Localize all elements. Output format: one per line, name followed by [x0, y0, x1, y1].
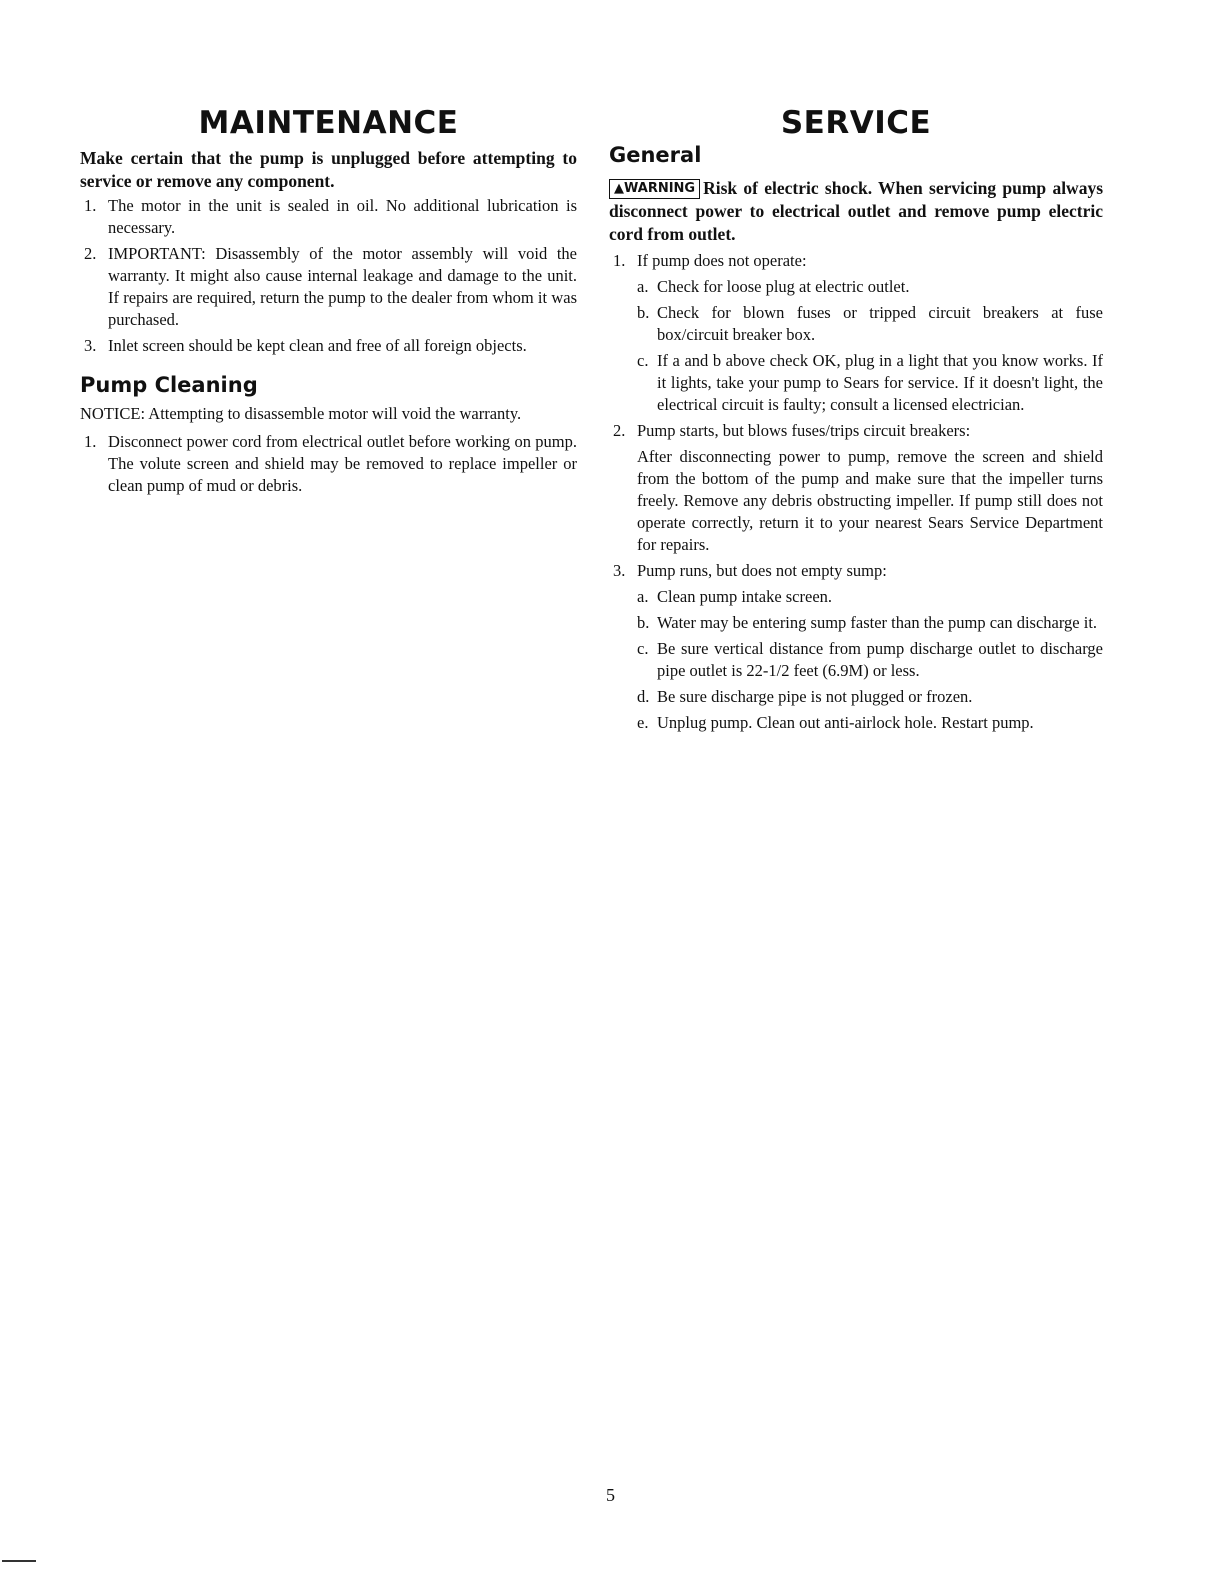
subitem-letter: c.: [637, 351, 649, 370]
service-subitem: [637, 276, 1103, 298]
subitem-letter: a.: [637, 587, 649, 606]
service-item-paragraph: After disconnecting power to pump, remove the screen and shield from the bottom of the pump and make sure that the impeller turns freely. Remove any debris obstructing impeller. If pump still does not operate correctly, return it to your nearest Sears Service Department for repairs.: [637, 447, 1103, 554]
subitem-text: Be sure discharge pipe is not plugged or frozen.: [657, 687, 973, 706]
subitem-text: Clean pump intake screen.: [657, 587, 833, 606]
notice-text: NOTICE: Attempting to disassemble motor will void the warranty.: [80, 404, 522, 423]
service-subitem: [637, 586, 1103, 608]
service-item-number: 3.: [613, 561, 626, 580]
maintenance-item-number: 2.: [84, 244, 97, 263]
service-item-number: 2.: [613, 421, 626, 440]
service-subitem: [637, 612, 1103, 634]
cleaning-item-text: Disconnect power cord from electrical outlet before working on pump. The volute screen and shield may be removed to replace impeller or clean pump of mud or debris.: [108, 432, 577, 495]
maintenance-item-text: Inlet screen should be kept clean and free of all foreign objects.: [108, 336, 527, 355]
scan-edge-mark: [2, 1560, 36, 1562]
warning-paragraph: [609, 177, 1103, 246]
service-item: [609, 420, 1103, 556]
service-sublist: [637, 586, 1103, 734]
subitem-text: Be sure vertical distance from pump discharge outlet to discharge pipe outlet is 22-1/2 feet (6.9M) or less.: [657, 639, 1103, 680]
service-subitem: [637, 686, 1103, 708]
subitem-letter: a.: [637, 277, 649, 296]
pump-cleaning-heading: Pump Cleaning: [80, 373, 258, 397]
maintenance-item: [80, 243, 577, 331]
service-item-text: Pump starts, but blows fuses/trips circuit breakers:: [637, 421, 971, 440]
subitem-letter: b.: [637, 303, 650, 322]
maintenance-item-number: 3.: [84, 336, 97, 355]
service-column: [609, 105, 1103, 734]
subitem-text: If a and b above check OK, plug in a light that you know works. If it lights, take your pump to Sears for service. If it doesn't light, the electrical circuit is faulty; consult a licensed electrician.: [657, 351, 1103, 414]
service-sublist: [637, 276, 1103, 416]
subitem-text: Water may be entering sump faster than the pump can discharge it.: [657, 613, 1098, 632]
subitem-letter: e.: [637, 713, 649, 732]
subitem-letter: d.: [637, 687, 650, 706]
subitem-letter: b.: [637, 613, 650, 632]
cleaning-item: [80, 431, 577, 497]
service-item: [609, 560, 1103, 734]
warning-badge: [609, 179, 700, 199]
maintenance-title: MAINTENANCE: [198, 105, 459, 141]
maintenance-item-text: The motor in the unit is sealed in oil. No additional lubrication is necessary.: [108, 196, 577, 237]
service-item-text: If pump does not operate:: [637, 251, 807, 270]
service-title: SERVICE: [780, 105, 932, 141]
subitem-text: Check for blown fuses or tripped circuit breakers at fuse box/circuit breaker box.: [657, 303, 1103, 344]
maintenance-item-number: 1.: [84, 196, 97, 215]
warning-text: Risk of electric shock. When servicing pump always disconnect power to electrical outlet and remove pump electric cord from outlet.: [609, 178, 1103, 244]
service-item-number: 1.: [613, 251, 626, 270]
service-subitem: [637, 302, 1103, 346]
maintenance-intro: Make certain that the pump is unplugged before attempting to service or remove any component.: [80, 148, 577, 191]
general-heading: General: [609, 143, 702, 167]
cleaning-item-number: 1.: [84, 432, 97, 451]
maintenance-column: [80, 105, 577, 497]
service-subitem: [637, 638, 1103, 682]
maintenance-list: [80, 195, 577, 357]
maintenance-item-text: IMPORTANT: Disassembly of the motor assembly will void the warranty. It might also cause internal leakage and damage to the unit. If repairs are required, return the pump to the dealer from whom it was purchased.: [108, 244, 577, 329]
service-subitem: [637, 712, 1103, 734]
maintenance-item: [80, 195, 577, 239]
page-number: 5: [606, 1485, 615, 1505]
cleaning-list: [80, 431, 577, 497]
service-item-text: Pump runs, but does not empty sump:: [637, 561, 887, 580]
subitem-text: Unplug pump. Clean out anti-airlock hole. Restart pump.: [657, 713, 1034, 732]
warning-triangle-icon: ▲: [614, 181, 624, 196]
subitem-text: Check for loose plug at electric outlet.: [657, 277, 910, 296]
service-subitem: [637, 350, 1103, 416]
warning-label: WARNING: [624, 181, 696, 196]
maintenance-item: [80, 335, 577, 357]
subitem-letter: c.: [637, 639, 649, 658]
service-list: [609, 250, 1103, 734]
service-item: [609, 250, 1103, 416]
